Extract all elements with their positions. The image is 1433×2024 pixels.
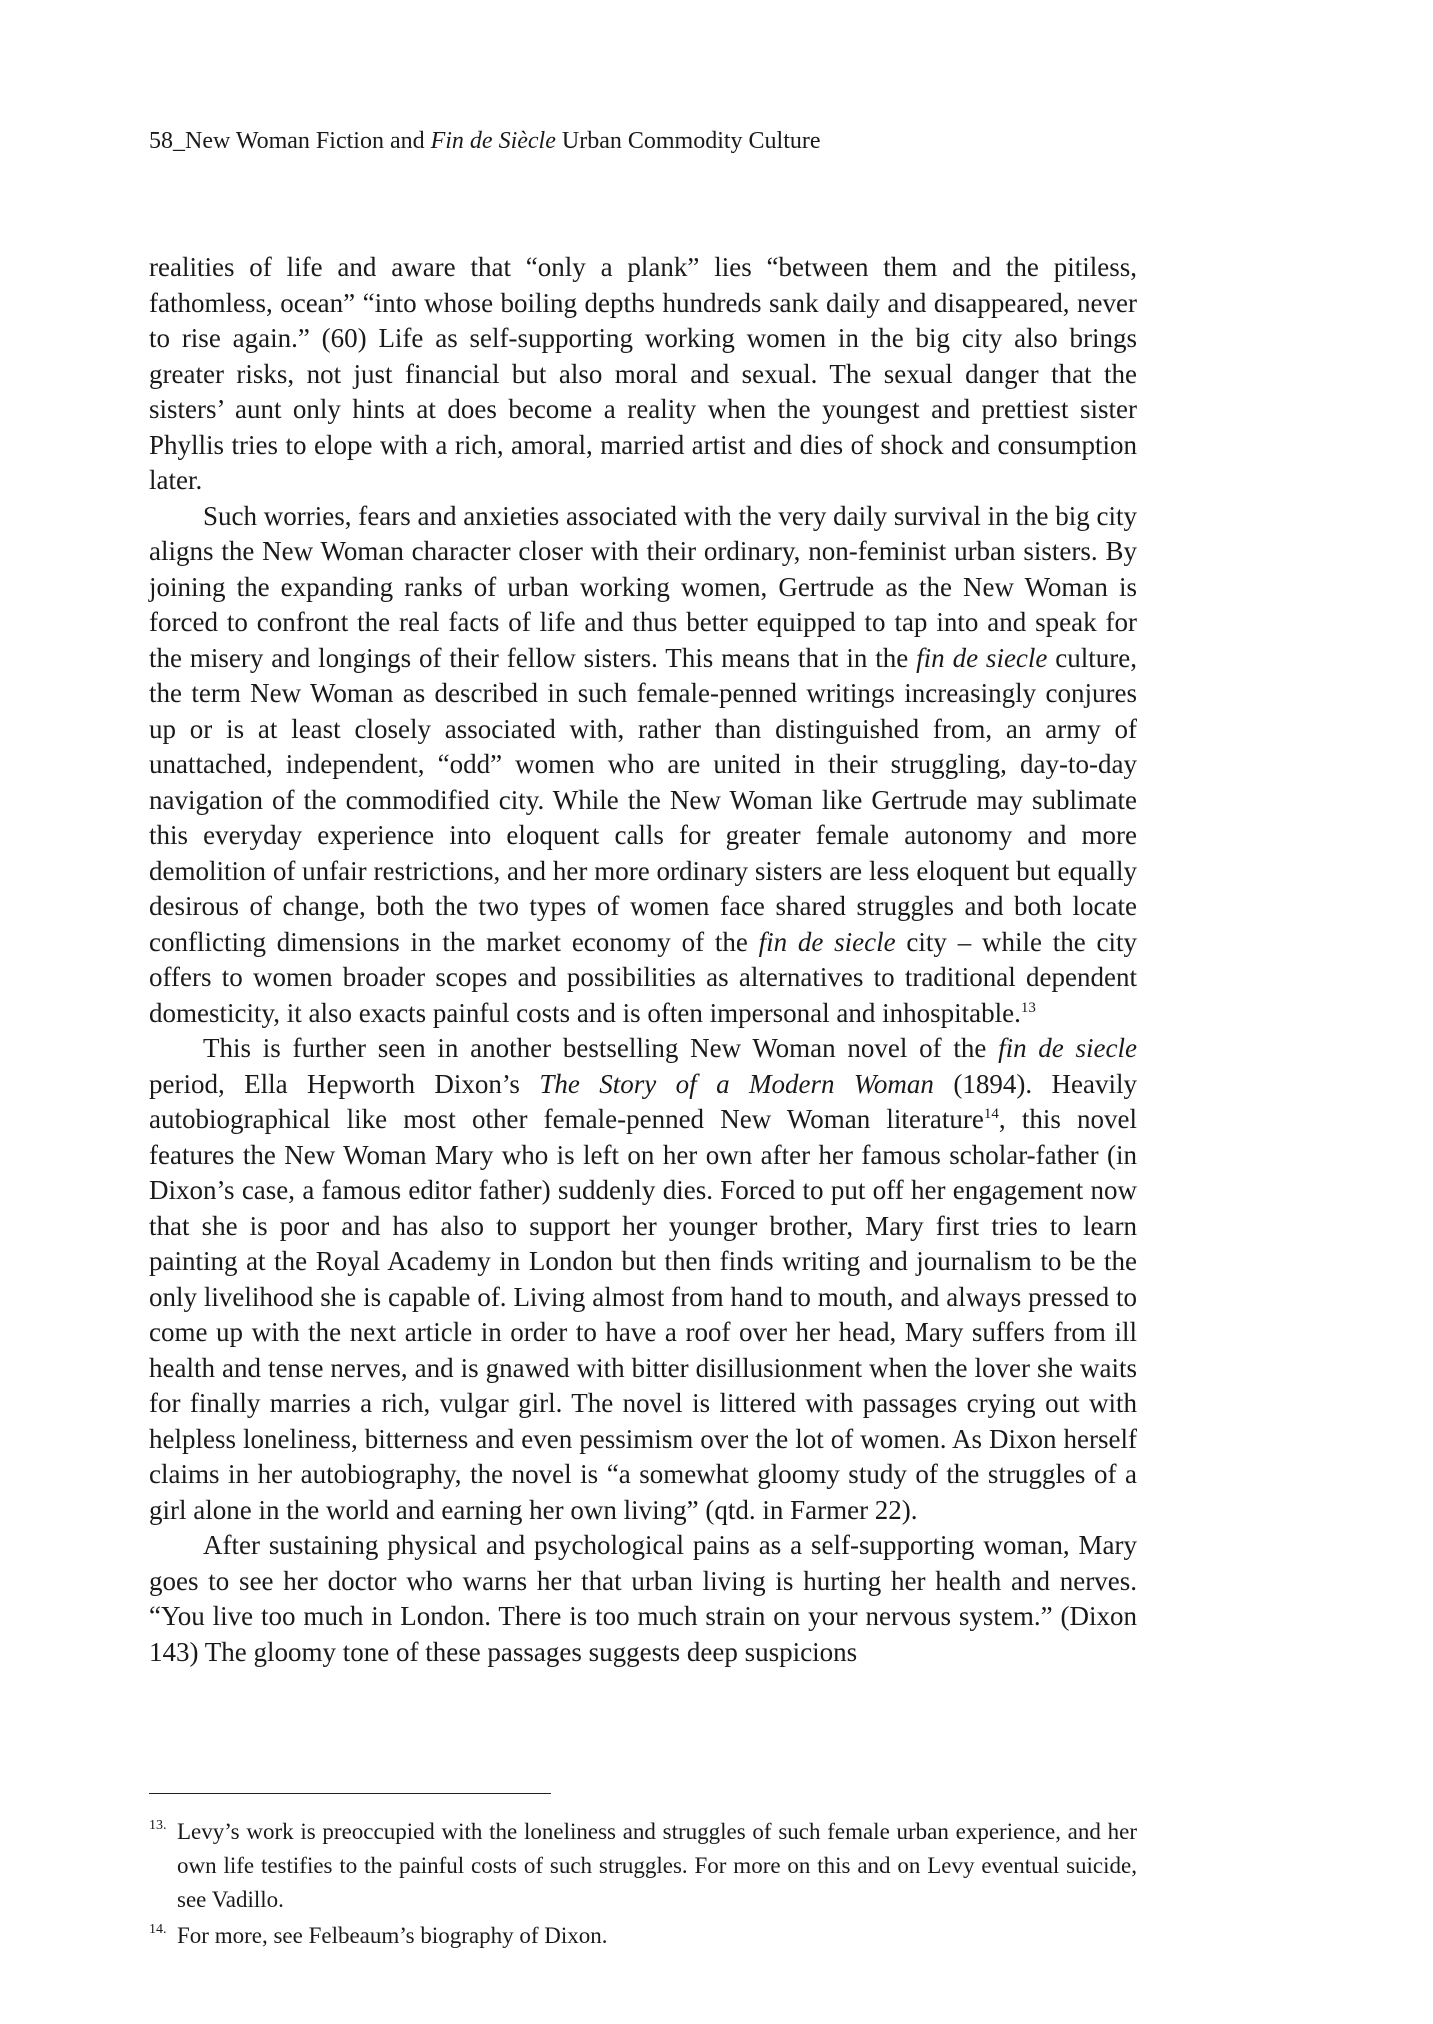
footnote-text: Levy’s work is preoccupied with the loneliness and struggles of such female urban experience, and her own life testifies to the painful costs of such struggles. For more on this and on Levy eventual suicide, see Vadillo.	[177, 1819, 1137, 1912]
footnote-13	[149, 1815, 1137, 1917]
text-run: This is further seen in another bestselling New Woman novel of the	[203, 1033, 999, 1063]
paragraph-2	[149, 499, 1137, 1032]
text-run: period, Ella Hepworth Dixon’s	[149, 1068, 540, 1099]
text-run: (1894). Heavily autobiographical like most other female-penned New Woman literature	[149, 1068, 1137, 1134]
book-title: The Story of a Modern Woman	[539, 1068, 934, 1099]
text-run: culture, the term New Woman as described in such female-penned writings increasingly conjures up or is at least closely associated with, rather than distinguished from, an army of unattached, independent, “odd” women who are united in their struggling, day-to-day navigation of the commodified city. While the New Woman like Gertrude may sublimate this everyday experience into eloquent calls for greater female autonomy and more demolition of unfair restrictions, and her more ordinary sisters are less eloquent but equally desirous of change, both the two types of women face shared struggles and both locate conflicting dimensions in the market economy of the	[149, 642, 1138, 957]
main-text	[149, 250, 1137, 1670]
footnotes	[149, 1815, 1137, 1955]
italic-term: fin de siecle	[916, 642, 1048, 673]
paragraph-1: realities of life and aware that “only a plank” lies “between them and the pitiless, fathomless, ocean” “into whose boiling depths hundreds sank daily and disappeared, never to rise again.” (60) Life as self-supporting working women in the big city also brings greater risks, not just financial but also moral and sexual. The sexual danger that the sisters’ aunt only hints at does become a reality when the youngest and prettiest sister Phyllis tries to elope with a rich, amoral, married artist and dies of shock and consumption later.	[149, 252, 1137, 495]
header-separator: _	[173, 128, 185, 154]
footnote-ref[interactable]: 13	[1020, 999, 1036, 1016]
italic-term: fin de siecle	[758, 926, 896, 957]
paragraph-3	[149, 1031, 1137, 1528]
text-run: city – while the city offers to women broader scopes and possibilities as alternatives to traditional dependent domesticity, it also exacts painful costs and is often impersonal and inhospitable.	[149, 926, 1137, 1028]
footnote-text: For more, see Felbeaum’s biography of Dixon.	[177, 1923, 608, 1948]
header-title-part: Urban Commodity Culture	[555, 128, 821, 154]
text-run: Such worries, fears and anxieties associated with the very daily survival in the big city aligns the New Woman character closer with their ordinary, non-feminist urban sisters. By joining the expanding ranks of urban working women, Gertrude as the New Woman is forced to confront the real facts of life and thus better equipped to tap into and speak for the misery and longings of their fellow sisters. This means that in the	[149, 500, 1137, 673]
paragraph-4: After sustaining physical and psychological pains as a self-supporting woman, Mary goes to see her doctor who warns her that urban living is hurting her health and nerves. “You live too much in London. There is too much strain on your nervous system.” (Dixon 143) The gloomy tone of these passages suggests deep suspicions	[149, 1530, 1137, 1667]
running-header	[149, 126, 821, 156]
page-number: 58	[149, 128, 173, 154]
header-title-part: New Woman Fiction and	[185, 128, 431, 154]
footnote-number: 14.	[149, 1922, 167, 1937]
text-run: , this novel features the New Woman Mary who is left on her own after her famous scholar-father (in Dixon’s case, a famous editor father) suddenly dies. Forced to put off her engagement now that she is poor and has also to support her younger brother, Mary first tries to learn painting at the Royal Academy in London but then finds writing and journalism to be the only livelihood she is capable of. Living almost from hand to mouth, and always pressed to come up with the next article in order to have a roof over her head, Mary suffers from ill health and tense nerves, and is gnawed with bitter disillusionment when the lover she waits for finally marries a rich, vulgar girl. The novel is littered with passages crying out with helpless loneliness, bitterness and even pessimism over the lot of women. As Dixon herself claims in her autobiography, the novel is “a somewhat gloomy study of the struggles of a girl alone in the world and earning her own living” (qtd. in Farmer 22).	[149, 1104, 1137, 1525]
italic-term: fin de siecle	[998, 1033, 1137, 1063]
header-title-italic: Fin de Siècle	[430, 128, 556, 154]
footnote-divider	[149, 1793, 551, 1794]
footnote-14	[149, 1919, 1137, 1953]
footnote-ref[interactable]: 14	[983, 1106, 999, 1122]
footnote-number: 13.	[149, 1818, 167, 1833]
